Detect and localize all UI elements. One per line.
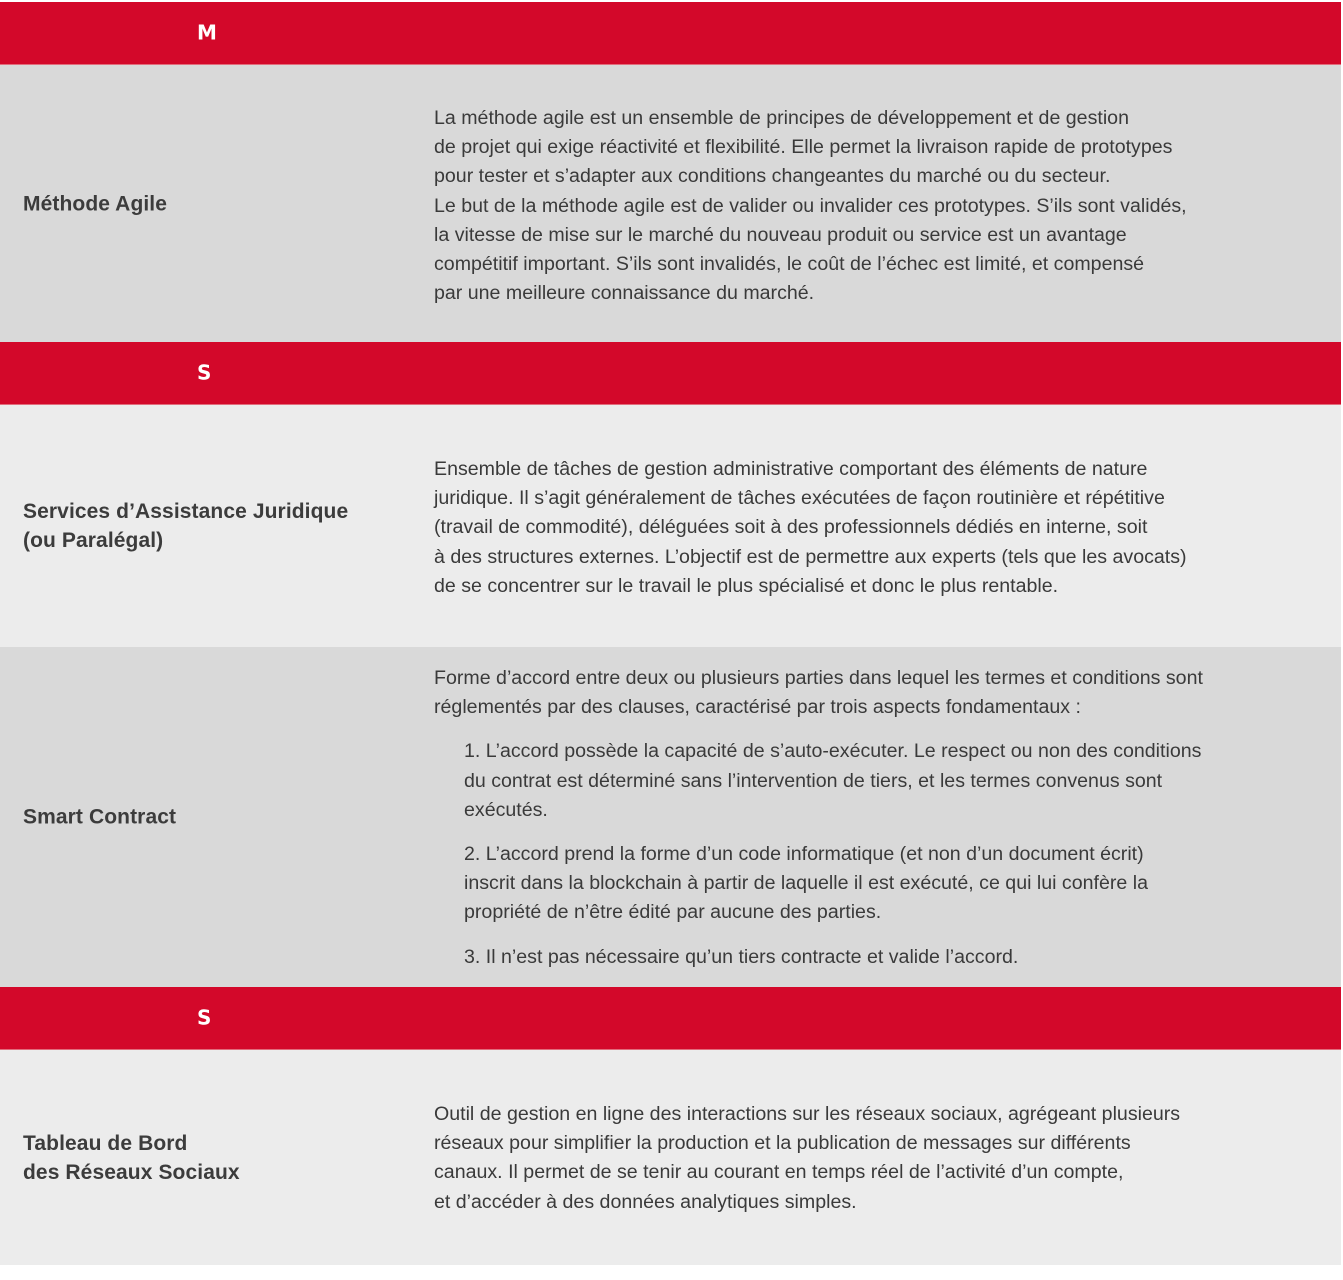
definition-line: à des structures externes. L’objectif est de permettre aux experts (tels que les avocats) (434, 545, 1187, 568)
definition-line: la vitesse de mise sur le marché du nouveau produit ou service est un avantage (434, 223, 1127, 246)
definition-line: par une meilleure connaissance du marché. (434, 282, 815, 305)
definition-line: Forme d’accord entre deux ou plusieurs parties dans lequel les termes et conditions sont (434, 667, 1203, 689)
section-letter: S (197, 1005, 212, 1030)
term-line: Tableau de Bord (23, 1131, 188, 1155)
list-item-line: 3. Il n’est pas nécessaire qu’un tiers contracte et valide l’accord. (464, 945, 1019, 968)
entry-term (23, 1129, 403, 1187)
list-item-line: exécutés. (464, 798, 548, 821)
definition-line: La méthode agile est un ensemble de principes de développement et de gestion (434, 107, 1129, 129)
list-item-line: propriété de n’être édité par aucune des parties. (464, 901, 882, 924)
definition-line: Ensemble de tâches de gestion administrative comportant des éléments de nature (434, 458, 1148, 480)
definition-line: juridique. Il s’agit généralement de tâches exécutées de façon routinière et répétitive (434, 487, 1165, 510)
term-line: Smart Contract (23, 805, 177, 829)
glossary-entry-methode-agile (0, 65, 1341, 342)
letter-header-m (0, 2, 1341, 65)
definition-line: de projet qui exige réactivité et flexibilité. Elle permet la livraison rapide de prototypes (434, 136, 1173, 159)
definition-line: de se concentrer sur le travail le plus spécialisé et donc le plus rentable. (434, 574, 1059, 597)
definition-line: Le but de la méthode agile est de valider ou invalider ces prototypes. S’ils sont validés, (434, 194, 1187, 217)
definition-line: pour tester et s’adapter aux conditions changeantes du marché ou du secteur. (434, 165, 1111, 188)
term-line: (ou Paralégal) (23, 529, 164, 552)
list-item (464, 943, 1334, 972)
list-item-line: 1. L’accord possède la capacité de s’auto-exécuter. Le respect ou non des conditions (464, 740, 1202, 763)
section-letter: M (197, 20, 217, 45)
definition-line: réseaux pour simplifier la production et la publication de messages sur différents (434, 1132, 1131, 1155)
glossary-entry-services-assistance-juridique (0, 405, 1341, 647)
list-item (464, 737, 1334, 825)
entry-definition (434, 104, 1334, 308)
definition-line: canaux. Il permet de se tenir au courant en temps réel de l’activité d’un compte, (434, 1161, 1124, 1184)
section-letter: S (197, 360, 212, 385)
term-line: des Réseaux Sociaux (23, 1160, 240, 1184)
entry-definition (434, 1100, 1334, 1217)
list-item-line: inscrit dans la blockchain à partir de laquelle il est exécuté, ce qui lui confère la (464, 872, 1148, 895)
definition-line: Outil de gestion en ligne des interactions sur les réseaux sociaux, agrégeant plusieurs (434, 1103, 1181, 1125)
glossary (0, 2, 1341, 1265)
list-item (464, 840, 1334, 928)
term-line: Méthode Agile (23, 192, 168, 215)
list-item-line: du contrat est déterminé sans l’intervention de tiers, et les termes convenus sont (464, 769, 1163, 792)
definition-line: réglementés par des clauses, caractérisé par trois aspects fondamentaux : (434, 696, 1081, 719)
aspects-list (434, 737, 1334, 971)
entry-term (23, 803, 403, 832)
entry-term (23, 189, 403, 218)
entry-term (23, 497, 403, 555)
glossary-entry-tableau-de-bord (0, 1050, 1341, 1265)
letter-header-s (0, 342, 1341, 405)
term-line: Services d’Assistance Juridique (23, 500, 349, 523)
definition-line: compétitif important. S’ils sont invalidés, le coût de l’échec est limité, et compensé (434, 253, 1145, 276)
definition-line: (travail de commodité), déléguées soit à des professionnels dédiés en interne, soit (434, 516, 1148, 539)
entry-definition (434, 455, 1334, 601)
definition-line: et d’accéder à des données analytiques simples. (434, 1190, 857, 1213)
letter-header-s-2 (0, 987, 1341, 1050)
entry-definition (434, 664, 1334, 972)
glossary-entry-smart-contract (0, 647, 1341, 987)
list-item-line: 2. L’accord prend la forme d’un code informatique (et non d’un document écrit) (464, 843, 1144, 866)
